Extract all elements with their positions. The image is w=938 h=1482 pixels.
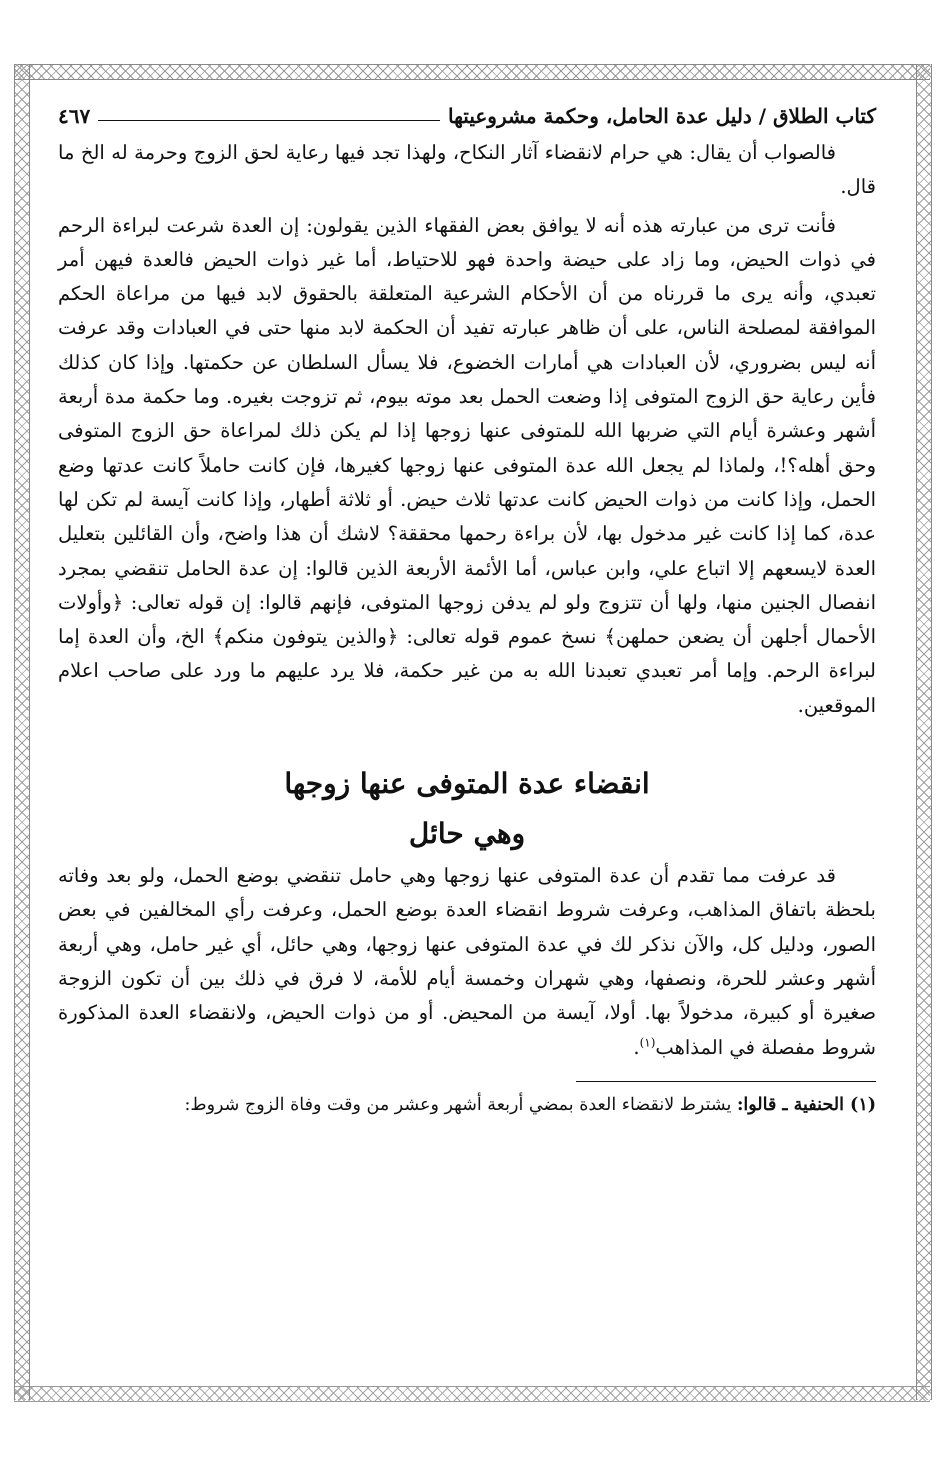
page-number: ٤٦٧ [58,104,91,128]
book-page [58,96,876,1120]
footnote-text: يشترط لانقضاء العدة بمضي أربعة أشهر وعشر من وقت وفاة الزوج شروط: [184,1094,732,1115]
paragraph-1: فالصواب أن يقال: هي حرام لانقضاء آثار النكاح، ولهذا تجد فيها رعاية لحق الزوج وحرمة له الخ ما قال. [58,141,876,199]
footnote [58,1090,876,1120]
running-header-rule [98,120,440,121]
paragraph-2: فأنت ترى من عبارته هذه أنه لا يوافق بعض الفقهاء الذين يقولون: إن العدة شرعت لبراءة الرحم في ذوات الحيض، وما زاد على حيضة واحدة فهو للاحتياط، أما غير ذوات الحيض فالعدة فيهن أمر تعبدي، وأنه يرى ما قررناه من أن الأحكام الشرعية المتعلقة بالحقوق لابد فيها من مراعاة الحكم الموافقة لمصلحة الناس، على أن ظاهر عبارته تفيد أن الحكمة لابد منها حتى في العبادات وقد عرفت أنه ليس بضروري، لأن العبادات هي أمارات الخضوع، فلا يسأل السلطان عن حكمتها. وإذا كان كذلك فأين رعاية حق الزوج المتوفى إذا وضعت الحمل بعد موته بيوم، ثم تزوجت بغيره. وما حكمة مدة أربعة أشهر وعشرة أيام التي ضربها الله للمتوفى عنها زوجها إذا لم يكن ذلك لمراعاة حق الزوج المتوفى وحق أهله؟!، ولماذا لم يجعل الله عدة المتوفى عنها زوجها كغيرها، فإن كانت حاملاً كانت عدتها وضع الحمل، وإذا كانت من ذوات الحيض كانت عدتها ثلاث حيض. أو ثلاثة أطهار، وإذا كانت آيسة لم تكن لها عدة، كما إذا كانت غير مدخول بها، لأن براءة رحمها محققة؟ لاشك أن هذا واضح، وأن القائلين بتعليل العدة لايسعهم إلا اتباع علي، وابن عباس، أما الأئمة الأربعة الذين قالوا: إن عدة الحامل تنقضي بمجرد انفصال الجنين منها، ولها أن تتزوج ولو لم يدفن زوجها المتوفى، فإنهم قالوا: إن قوله تعالى: ﴿وأولات الأحمال أجلهن أن يضعن حملهن﴾ نسخ عموم قوله تعالى: ﴿والذين يتوفون منكم﴾ الخ، وأن العدة إما لبراءة الرحم. وإما أمر تعبدي تعبدنا الله به من غير حكمة، فلا يرد عليهم ما ورد على صاحب اعلام الموقعين. [58,213,876,717]
section-paragraph: قد عرفت مما تقدم أن عدة المتوفى عنها زوجها وهي حامل تنقضي بوضع الحمل، ولو بعد وفاته بلحظة باتفاق المذاهب، وعرفت شروط انقضاء العدة بوضع الحمل، وعرفت رأي المخالفين في بعض الصور، ودليل كل، والآن نذكر لك في عدة المتوفى عنها زوجها، وهي حائل، أي غير حامل، وهي أربعة أشهر وعشر للحرة، ونصفها، وهي شهران وخمسة أيام للأمة، لا فرق في ذلك بين أن تكون الزوجة صغيرة أو كبيرة، مدخولاً بها. أولا، آيسة من المحيض. أو من ذوات الحيض، ولانقضاء العدة المذكورة شروط مفصلة في المذاهب$^{(١)}$. [58,864,876,1059]
ornamental-border-right [916,64,932,1400]
footnote-divider [576,1081,876,1082]
ornamental-border-bottom [14,1386,930,1402]
running-header-title: كتاب الطلاق / دليل عدة الحامل، وحكمة مشروعيتها [447,104,876,128]
section-paragraph-text: قد عرفت مما تقدم أن عدة المتوفى عنها زوجها وهي حامل تنقضي بوضع الحمل، ولو بعد وفاته بلحظة باتفاق المذاهب، وعرفت شروط انقضاء العدة بوضع الحمل، وعرفت رأي المخالفين في بعض الصور، ودليل كل، والآن نذكر لك في عدة المتوفى عنها زوجها، وهي حائل، أي غير حامل، وهي أربعة أشهر وعشر للحرة، ونصفها، وهي شهران وخمسة أيام للأمة، لا فرق في ذلك بين أن تكون الزوجة صغيرة أو كبيرة، مدخولاً بها. أولا، آيسة من المحيض. أو من ذوات الحيض، ولانقضاء العدة المذكورة شروط مفصلة في المذاهب [58,864,876,1059]
section-heading-line-1: انقضاء عدة المتوفى عنها زوجها [284,767,650,801]
ornamental-border-left [14,64,30,1400]
footnote-marker: (١) [639,1035,656,1050]
section-heading-line-2: وهي حائل [408,817,526,851]
running-header [58,96,876,136]
footnote-lead: (١) الحنفية ـ قالوا: [736,1094,876,1115]
ornamental-border-top [14,64,930,80]
